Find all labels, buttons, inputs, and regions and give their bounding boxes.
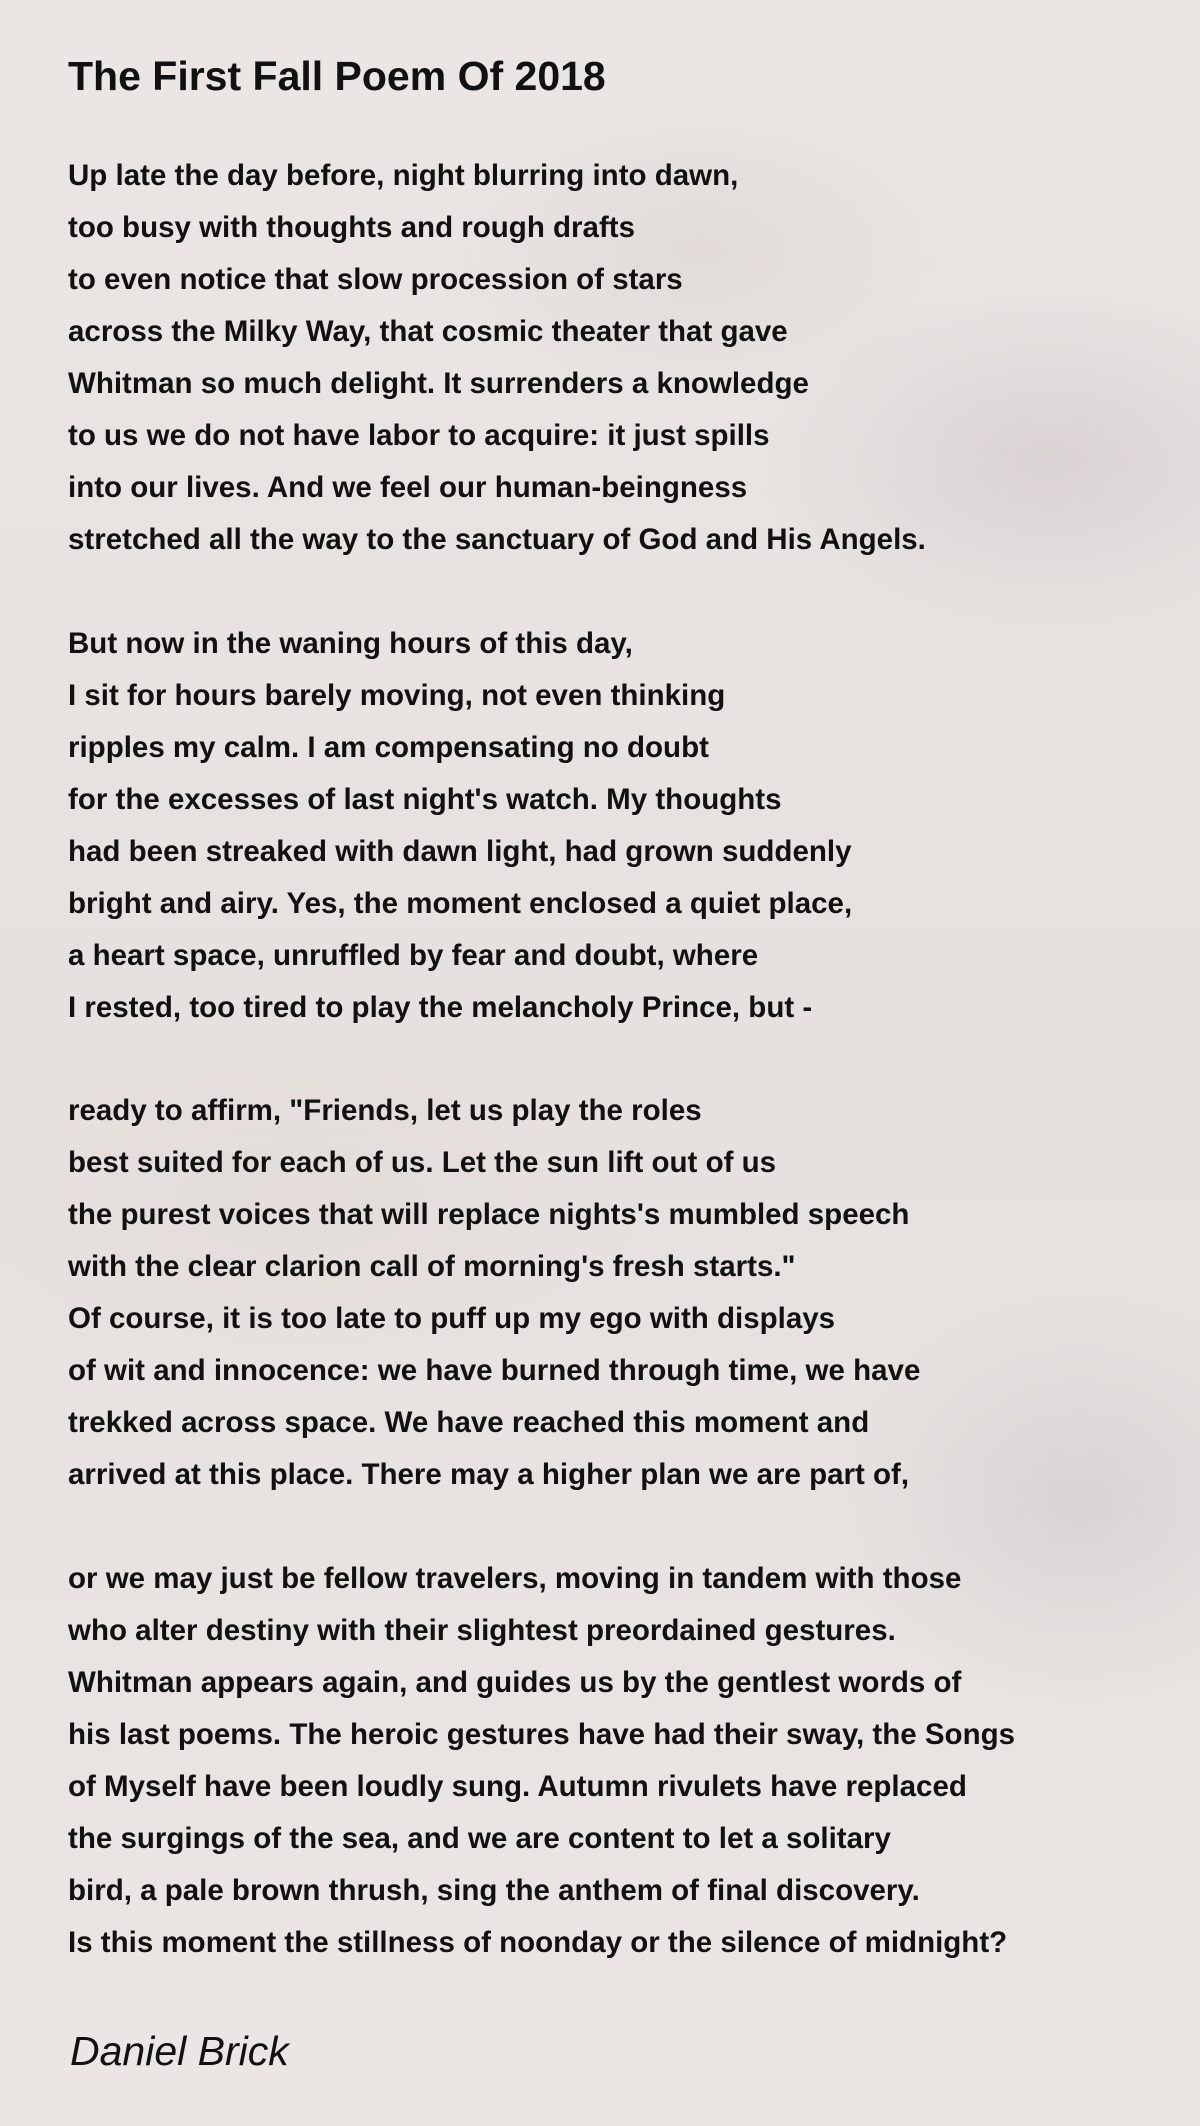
poem-line: arrived at this place. There may a higher plan we are part of, bbox=[68, 1458, 910, 1491]
poem-line: trekked across space. We have reached this moment and bbox=[68, 1406, 870, 1439]
poem-line: I rested, too tired to play the melancholy Prince, but - bbox=[68, 991, 813, 1024]
poem-line: bright and airy. Yes, the moment enclosed a quiet place, bbox=[68, 887, 853, 920]
poem-line: ripples my calm. I am compensating no doubt bbox=[68, 731, 709, 764]
poem-line: Whitman appears again, and guides us by the gentlest words of bbox=[68, 1666, 962, 1699]
poem-line: But now in the waning hours of this day, bbox=[68, 627, 633, 660]
poem-line: to even notice that slow procession of stars bbox=[68, 263, 683, 296]
poem-line: too busy with thoughts and rough drafts bbox=[68, 211, 635, 244]
poem-author: Daniel Brick bbox=[70, 2028, 289, 2074]
poem-line: across the Milky Way, that cosmic theater that gave bbox=[68, 315, 788, 348]
poem-line: I sit for hours barely moving, not even thinking bbox=[68, 679, 726, 712]
poem-line: for the excesses of last night's watch. My thoughts bbox=[68, 783, 782, 816]
poem-line: the surgings of the sea, and we are content to let a solitary bbox=[68, 1822, 891, 1855]
poem-title: The First Fall Poem Of 2018 bbox=[68, 53, 606, 99]
poem-line: with the clear clarion call of morning's fresh starts." bbox=[68, 1250, 796, 1283]
poem-line: Is this moment the stillness of noonday or the silence of midnight? bbox=[68, 1926, 1008, 1959]
poem-line: to us we do not have labor to acquire: it just spills bbox=[68, 419, 770, 452]
poem-line: Of course, it is too late to puff up my ego with displays bbox=[68, 1302, 836, 1335]
poem-line: a heart space, unruffled by fear and doubt, where bbox=[68, 939, 759, 972]
poem-line: Up late the day before, night blurring into dawn, bbox=[68, 159, 739, 192]
poem-line: into our lives. And we feel our human-beingness bbox=[68, 471, 748, 504]
poem-line: bird, a pale brown thrush, sing the anthem of final discovery. bbox=[68, 1874, 920, 1907]
poem-line: the purest voices that will replace nights's mumbled speech bbox=[68, 1198, 910, 1231]
poem-line: of wit and innocence: we have burned through time, we have bbox=[68, 1354, 921, 1387]
poem-line: of Myself have been loudly sung. Autumn rivulets have replaced bbox=[68, 1770, 967, 1803]
poem-line: Whitman so much delight. It surrenders a knowledge bbox=[68, 367, 809, 400]
poem-line: his last poems. The heroic gestures have had their sway, the Songs bbox=[68, 1718, 1016, 1751]
poem-line: stretched all the way to the sanctuary of God and His Angels. bbox=[68, 523, 926, 556]
poem-line: who alter destiny with their slightest preordained gestures. bbox=[68, 1614, 896, 1647]
poem-line: had been streaked with dawn light, had grown suddenly bbox=[68, 835, 852, 868]
poem-line: or we may just be fellow travelers, moving in tandem with those bbox=[68, 1562, 962, 1595]
poem-line: best suited for each of us. Let the sun lift out of us bbox=[68, 1146, 777, 1179]
poem-line: ready to affirm, "Friends, let us play the roles bbox=[68, 1094, 702, 1127]
